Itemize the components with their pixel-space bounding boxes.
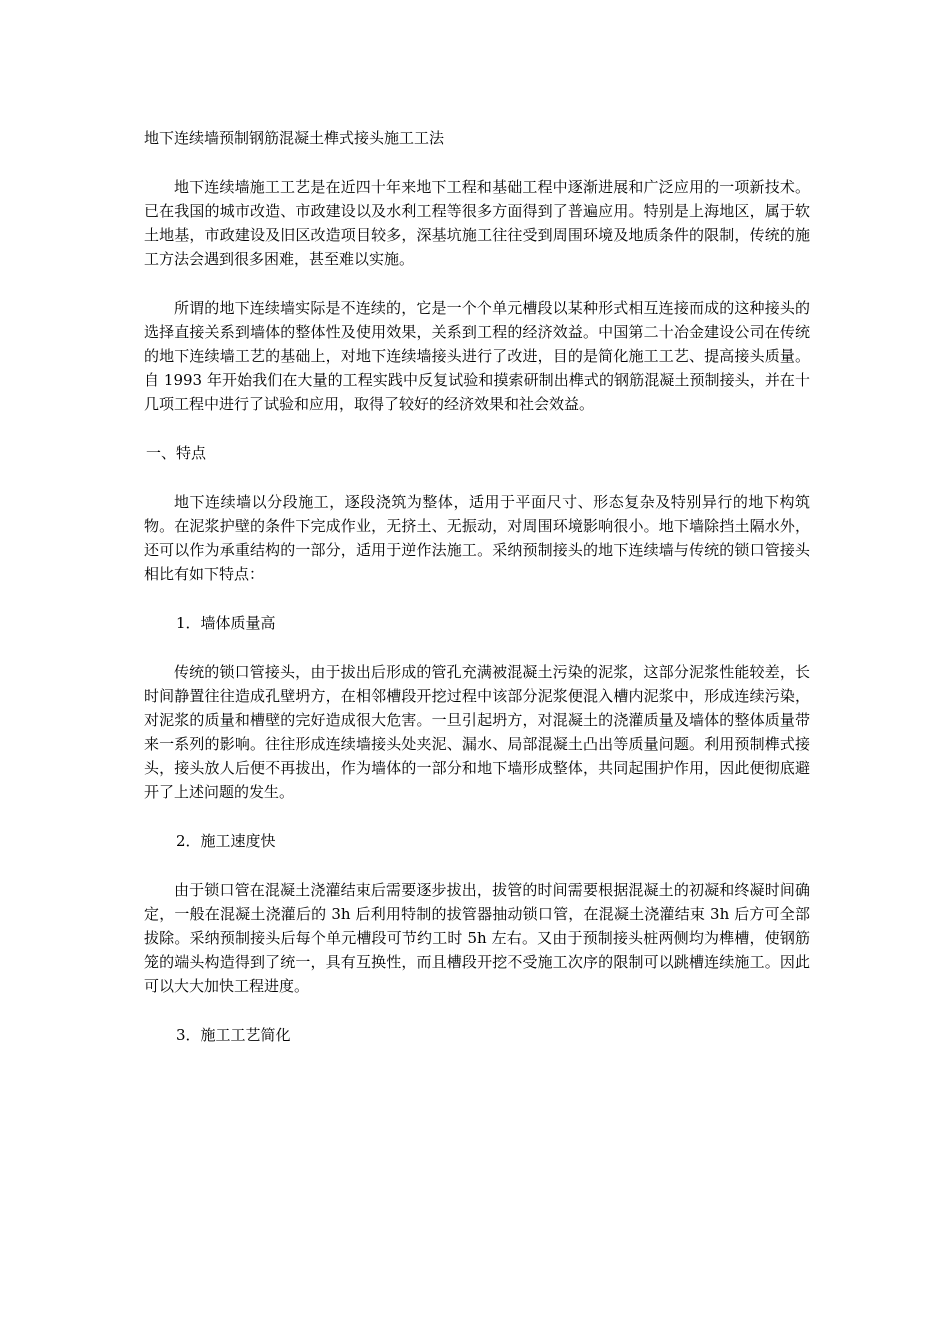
wall-quality-paragraph: 传统的锁口管接头，由于拔出后形成的管孔充满被混凝土污染的泥浆，这部分泥浆性能较差，长时间静置往往造成孔壁坍方，在相邻槽段开挖过程中该部分泥浆便混入槽内泥浆中，形成连续污染，对泥浆的质量和槽壁的完好造成很大危害。一旦引起坍方，对混凝土的浇灌质量及墙体的整体质量带来一系列的影响。往往形成连续墙接头处夹泥、漏水、局部混凝土凸出等质量问题。利用预制榫式接头，接头放人后便不再拔出，作为墙体的一部分和地下墙形成整体，共同起围护作用，因此便彻底避开了上述问题的发生。 (144, 663, 810, 801)
intro-paragraph-1: 地下连续墙施工工艺是在近四十年来地下工程和基础工程中逐渐进展和广泛应用的一项新技术。已在我国的城市改造、市政建设以及水利工程等很多方面得到了普遍应用。特别是上海地区，属于软土地基，市政建设及旧区改造项目较多，深基坑施工往往受到周围环境及地质条件的限制，传统的施工方法会遇到很多困难，甚至难以实施。 (144, 178, 810, 268)
construction-speed-paragraph: 由于锁口管在混凝土浇灌结束后需要逐步拔出，拔管的时间需要根据混凝土的初凝和终凝时间确定，一般在混凝土浇灌后的 3h 后利用特制的拔管器抽动锁口管，在混凝土浇灌结束 3h 后方可全部拔除。采纳预制接头后每个单元槽段可节约工时 5h 左右。又由于预制接头桩两侧均为榫槽，使钢筋笼的端头构造得到了统一，具有互换性，而且槽段开挖不受施工次序的限制可以跳槽连续施工。因此可以大大加快工程进度。 (144, 881, 810, 995)
features-paragraph: 地下连续墙以分段施工，逐段浇筑为整体，适用于平面尺寸、形态复杂及特别异行的地下构筑物。在泥浆护壁的条件下完成作业，无挤土、无振动，对周围环境影响很小。地下墙除挡土隔水外，还可以作为承重结构的一部分，适用于逆作法施工。采纳预制接头的地下连续墙与传统的锁口管接头相比有如下特点： (144, 493, 810, 583)
subsection-heading-construction-speed: 2．施工速度快 (176, 832, 276, 850)
section-heading-features: 一、特点 (146, 444, 207, 462)
document-title: 地下连续墙预制钢筋混凝土榫式接头施工工法 (144, 129, 445, 147)
subsection-heading-process-simplified: 3．施工工艺简化 (176, 1026, 291, 1044)
subsection-heading-wall-quality: 1．墙体质量高 (176, 614, 276, 632)
intro-paragraph-2: 所谓的地下连续墙实际是不连续的，它是一个个单元槽段以某种形式相互连接而成的这种接头的选择直接关系到墙体的整体性及使用效果，关系到工程的经济效益。中国第二十冶金建设公司在传统的地下连续墙工艺的基础上，对地下连续墙接头进行了改进，目的是简化施工工艺、提高接头质量。自 1993 年开始我们在大量的工程实践中反复试验和摸索研制出榫式的钢筋混凝土预制接头，并在十几项工程中进行了试验和应用，取得了较好的经济效果和社会效益。 (144, 299, 810, 413)
document-body (144, 126, 810, 1072)
